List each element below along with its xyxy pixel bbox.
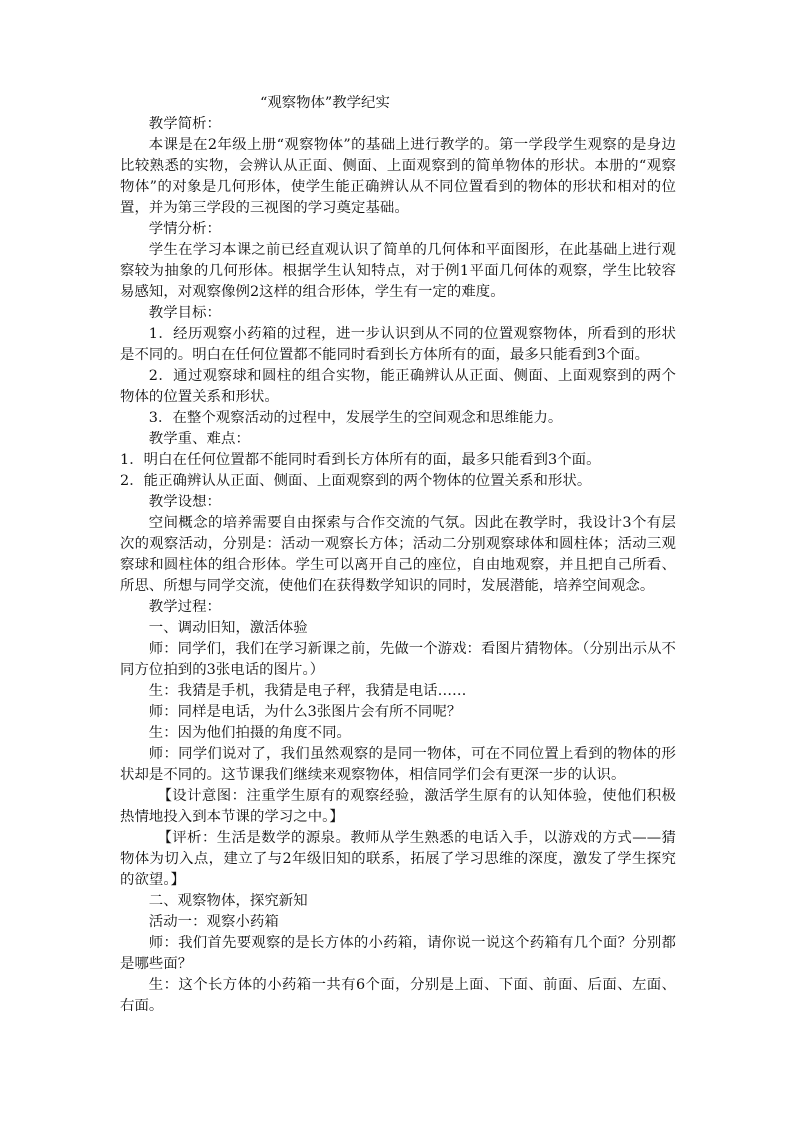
section-heading-objectives: 教学目标： (148, 305, 222, 321)
section-heading-key-points: 教学重、难点： (148, 431, 250, 447)
dialogue-line: 生：这个长方体的小药箱一共有6个面，分别是上面、下面、前面、后面、左面、右面。 (120, 977, 676, 1014)
dialogue-line: 师：同学们，我们在学习新课之前，先做一个游戏：看图片猜物体。（分别出示从不同方位拍到的3张电话的图片。） (120, 641, 676, 678)
subsection-heading: 二、观察物体，探究新知 (148, 893, 308, 909)
paragraph: 学生在学习本课之前已经直观认识了简单的几何体和平面图形，在此基础上进行观察较为抽象的几何形体。根据学生认知特点，对于例1平面几何体的观察，学生比较容易感知，对观察像例2这样的组合形体，学生有一定的难度。 (120, 242, 676, 300)
paragraph: 本课是在2年级上册“观察物体”的基础上进行教学的。第一学段学生观察的是身边比较熟悉的实物，会辨认从正面、侧面、上面观察到的简单物体的形状。本册的“观察物体”的对象是几何形体，使学生能正确辨认从不同位置看到的物体的形状和相对的位置，并为第三学段的三视图的学习奠定基础。 (120, 137, 676, 216)
document-page (120, 93, 676, 1017)
subsection-heading: 一、调动旧知，激活体验 (148, 620, 308, 636)
objective-item: 1．经历观察小药箱的过程，进一步认识到从不同的位置观察物体，所看到的形状是不同的。明白在任何位置都不能同时看到长方体所有的面，最多只能看到3个面。 (120, 326, 676, 363)
dialogue-line: 生：因为他们拍摄的角度不同。 (148, 725, 351, 741)
section-heading-learner-analysis: 学情分析： (148, 221, 222, 237)
key-point-item: 1．明白在任何位置都不能同时看到长方体所有的面，最多只能看到3个面。 (120, 452, 601, 468)
design-intent-note: 【设计意图：注重学生原有的观察经验，激活学生原有的认知体验，使他们积极热情地投入到本节课的学习之中。】 (120, 788, 676, 825)
paragraph: 空间概念的培养需要自由探索与合作交流的气氛。因此在教学时，我设计3个有层次的观察活动，分别是：活动一观察长方体；活动二分别观察球体和圆柱体；活动三观察球和圆柱体的组合形体。学生可以离开自己的座位，自由地观察，并且把自己所看、所思、所想与同学交流，使他们在获得数学知识的同时，发展潜能，培养空间观念。 (120, 515, 676, 594)
activity-heading: 活动一：观察小药箱 (148, 914, 279, 930)
commentary-note: 【评析：生活是数学的源泉。教师从学生熟悉的电话入手，以游戏的方式——猜物体为切入点，建立了与2年级旧知的联系，拓展了学习思维的深度，激发了学生探究的欲望。】 (120, 830, 676, 888)
dialogue-line: 师：我们首先要观察的是长方体的小药箱，请你说一说这个药箱有几个面？分别都是哪些面？ (120, 935, 676, 972)
dialogue-line: 生：我猜是手机，我猜是电子秤，我猜是电话…… (148, 683, 467, 699)
objective-item: 3．在整个观察活动的过程中，发展学生的空间观念和思维能力。 (148, 410, 563, 426)
dialogue-line: 师：同学们说对了，我们虽然观察的是同一物体，可在不同位置上看到的物体的形状却是不同的。这节课我们继续来观察物体，相信同学们会有更深一步的认识。 (120, 746, 676, 783)
key-point-item: 2．能正确辨认从正面、侧面、上面观察到的两个物体的位置关系和形状。 (120, 473, 592, 489)
section-heading-process: 教学过程： (148, 599, 222, 615)
dialogue-line: 师：同样是电话，为什么3张图片会有所不同呢？ (148, 704, 462, 720)
section-heading-analysis: 教学简析： (148, 116, 222, 132)
section-heading-design: 教学设想： (148, 494, 222, 510)
objective-item: 2．通过观察球和圆柱的组合实物，能正确辨认从正面、侧面、上面观察到的两个物体的位置关系和形状。 (120, 368, 676, 405)
document-title: “观察物体”教学纪实 (260, 95, 390, 111)
